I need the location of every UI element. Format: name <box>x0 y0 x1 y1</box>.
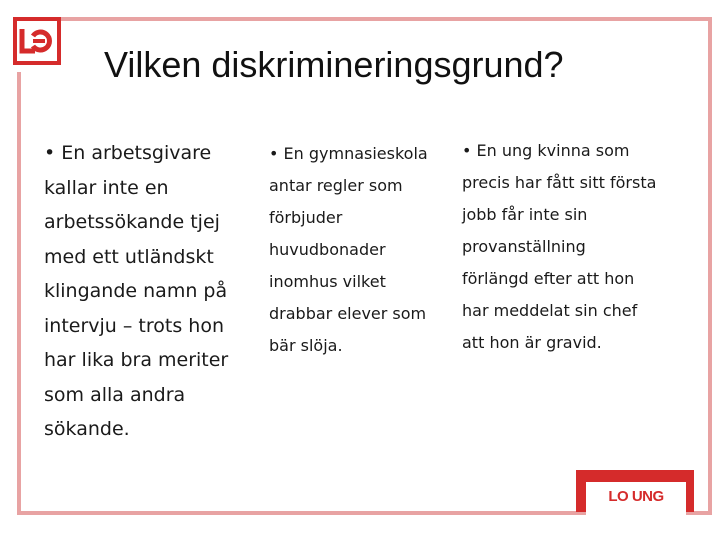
column-line: förbjuder <box>269 208 343 227</box>
text-column-school <box>269 138 428 362</box>
column-line: • En arbetsgivare <box>44 142 212 164</box>
column-line: att hon är gravid. <box>462 333 602 352</box>
text-column-pregnancy <box>462 135 656 359</box>
column-line: antar regler som <box>269 176 403 195</box>
column-line: • En gymnasieskola <box>269 144 428 163</box>
column-line: kallar inte en <box>44 176 169 199</box>
column-line: jobb får inte sin <box>462 205 588 224</box>
column-line: förlängd efter att hon <box>462 269 635 288</box>
frame-right <box>708 17 712 514</box>
lo-ung-logo: LO UNG <box>608 488 664 505</box>
column-line: • En ung kvinna som <box>462 141 630 160</box>
column-line: intervju – trots hon <box>44 314 224 337</box>
frame-top <box>40 17 710 21</box>
column-line: sökande. <box>44 418 130 440</box>
column-line: huvudbonader <box>269 240 386 259</box>
column-line: har meddelat sin chef <box>462 301 638 320</box>
lo-logo-icon <box>13 17 61 65</box>
column-line: klingande namn på <box>44 280 228 302</box>
column-line: som alla andra <box>44 383 186 406</box>
column-line: precis har fått sitt första <box>462 173 657 192</box>
column-line: inomhus vilket <box>269 272 386 291</box>
text-column-employer <box>44 136 228 447</box>
column-line: arbetssökande tjej <box>44 211 220 233</box>
column-line: bär slöja. <box>269 336 343 355</box>
page-title: Vilken diskrimineringsgrund? <box>104 44 564 85</box>
column-line: har lika bra meriter <box>44 349 229 371</box>
column-line: provanställning <box>462 237 586 256</box>
column-line: med ett utländskt <box>44 245 214 268</box>
frame-left <box>17 72 21 514</box>
column-line: drabbar elever som <box>269 304 427 323</box>
